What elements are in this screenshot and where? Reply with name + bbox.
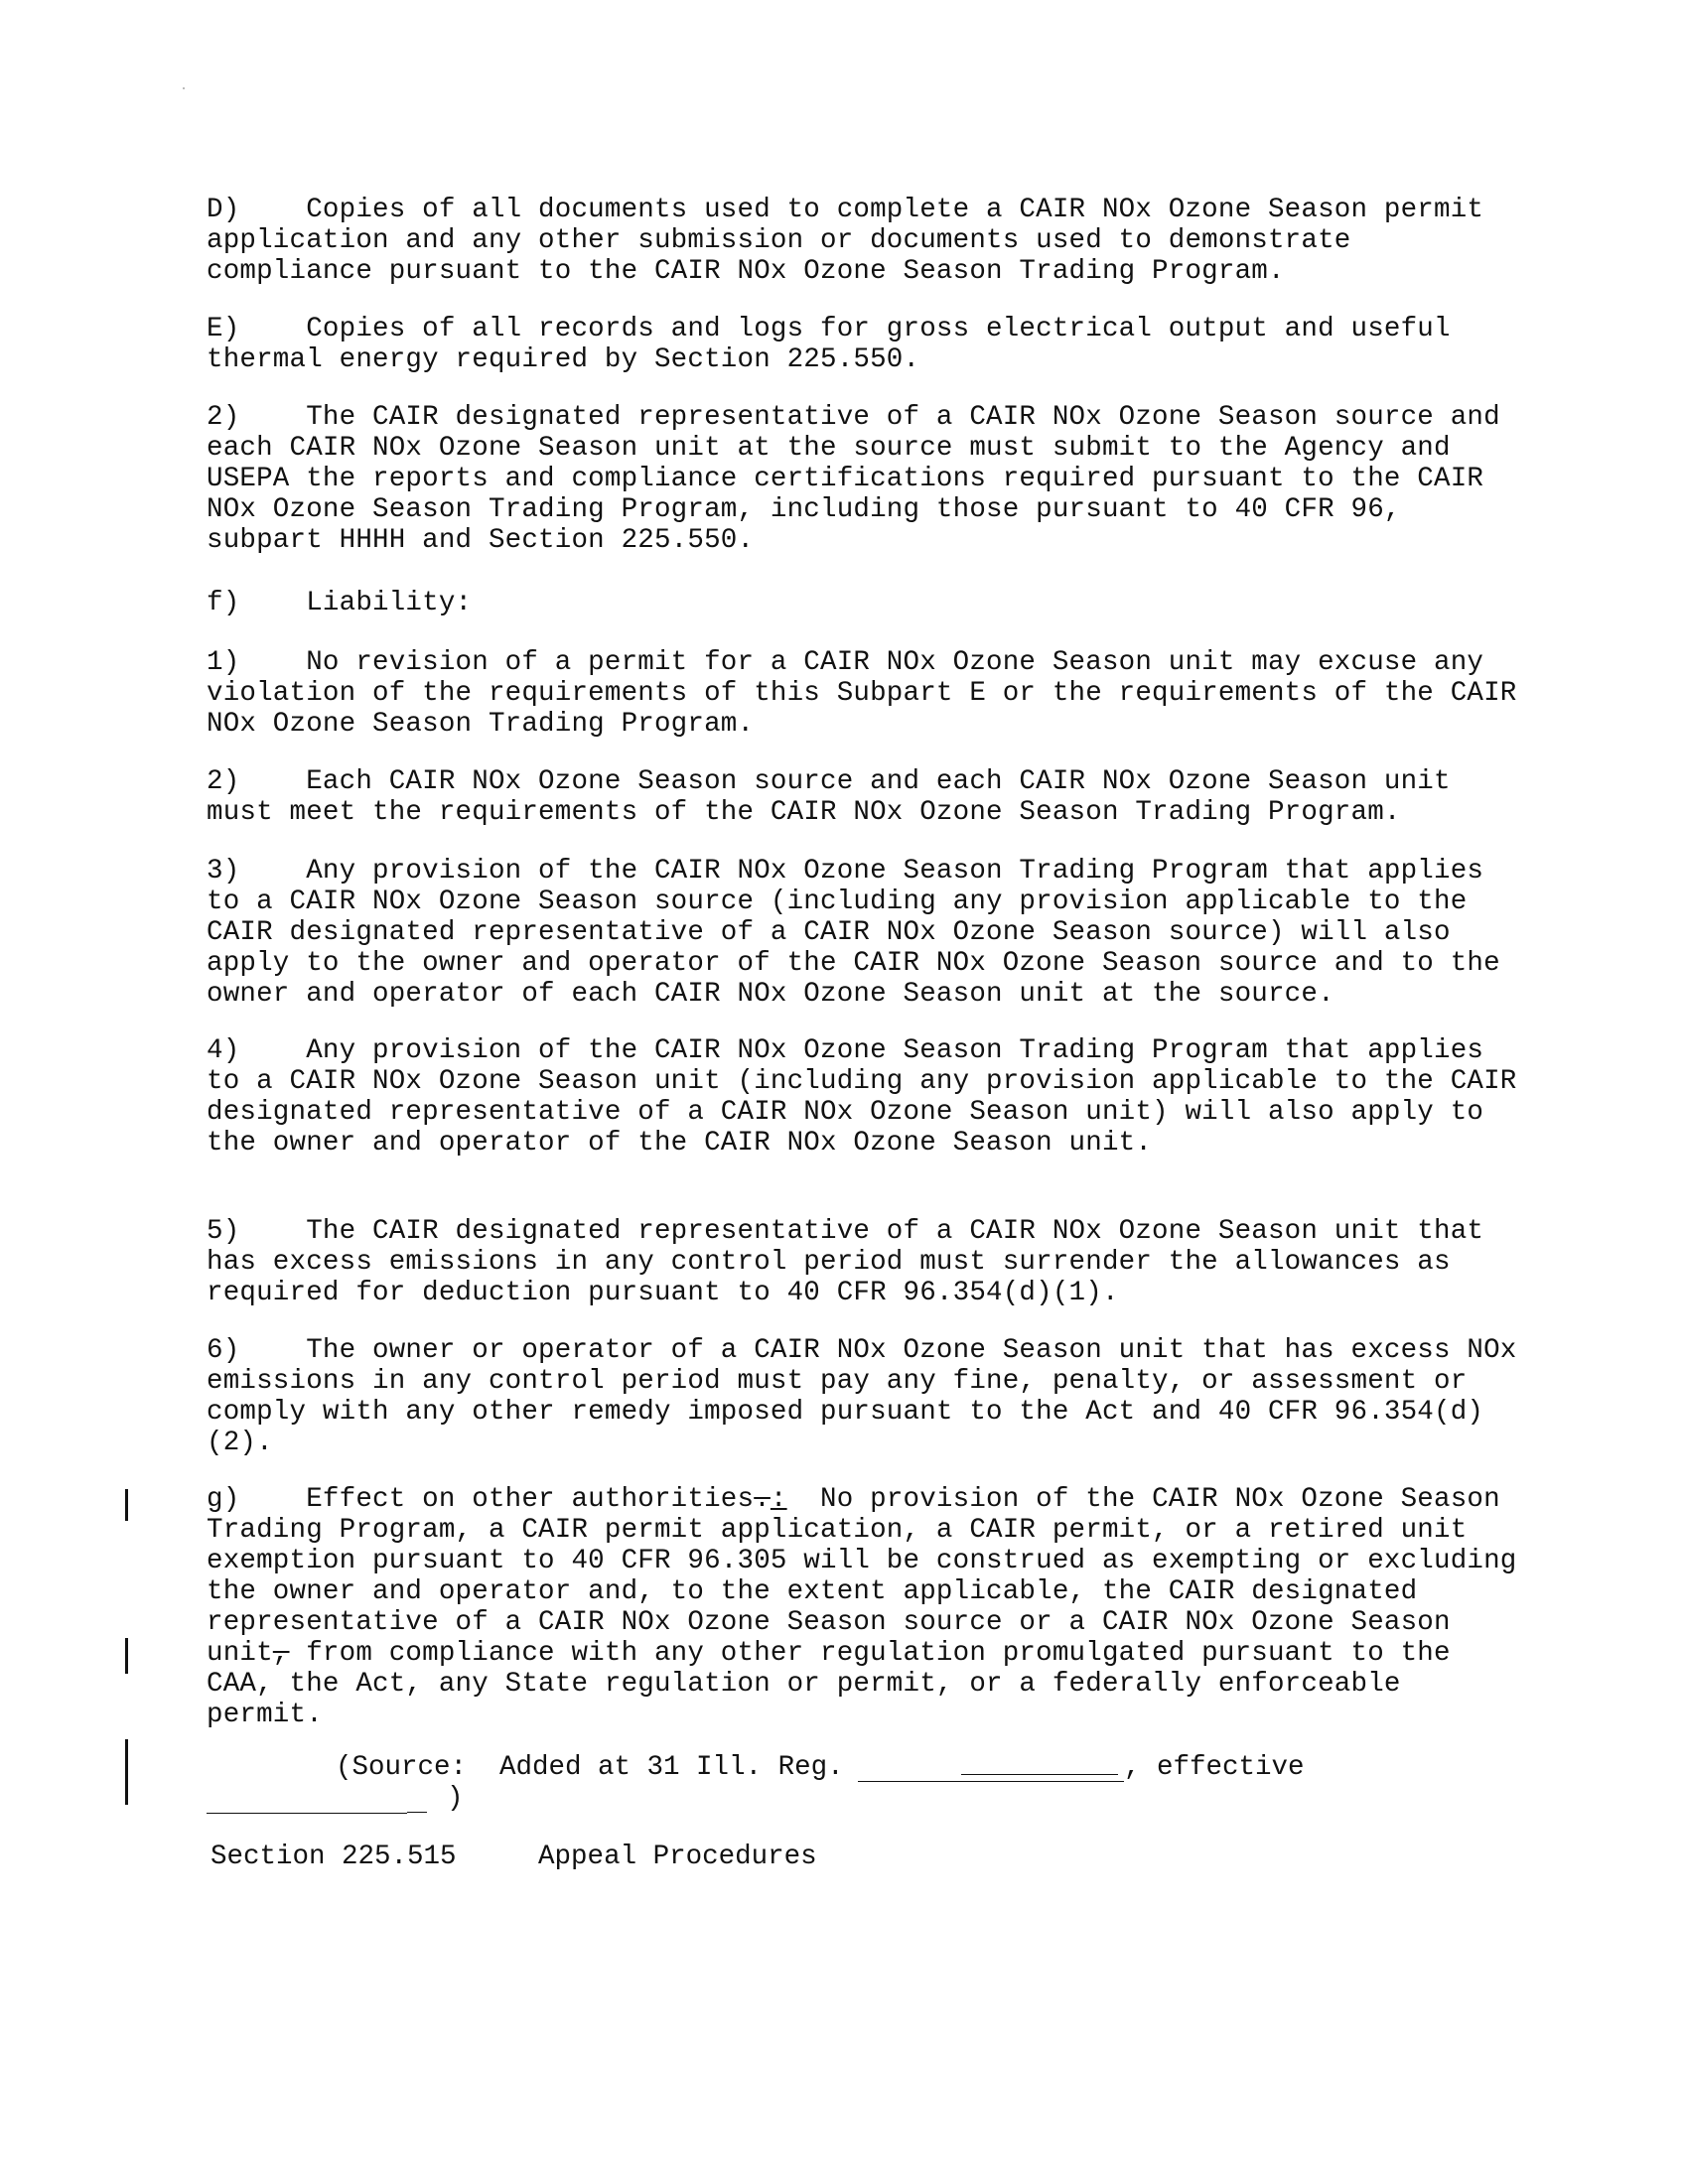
paragraph-f4: 4) Any provision of the CAIR NOx Ozone Season Trading Program that applies to a CAIR NOx Ozone Season unit (including any provision applicable to the CAIR designated representative of a CAIR NOx Ozone Season unit) will also apply to the owner and operator of the CAIR NOx Ozone Season unit.	[207, 1035, 1534, 1159]
paragraph-f5: 5) The CAIR designated representative of a CAIR NOx Ozone Season unit that has excess emissions in any control period must surrender the allowances as required for deduction pursuant to 40 CFR 96.354(d)(1).	[207, 1216, 1500, 1308]
change-bar-source	[125, 1739, 128, 1805]
paragraph-2-reports: 2) The CAIR designated representative of a CAIR NOx Ozone Season source and each CAIR NOx Ozone Season unit at the source must submit to the Agency and USEPA the reports and compliance certifications required pursuant to the CAIR NOx Ozone Season Trading Program, including those pursuant to 40 CFR 96, subpart HHHH and Section 225.550.	[207, 402, 1517, 556]
paragraph-g-body: No provision of the CAIR NOx Ozone Season Trading Program, a CAIR permit application, a CAIR permit, or a retired unit exemption pursuant to 40 CFR 96.305 will be construed as exempting or excluding the owner and operator and, to the extent applicable, the CAIR designated representative of a CAIR NOx Ozone Season source or a CAIR NOx Ozone Season unit	[207, 1484, 1534, 1669]
paragraph-g-deleted-period: .	[754, 1484, 771, 1515]
paragraph-f3: 3) Any provision of the CAIR NOx Ozone Season Trading Program that applies to a CAIR NOx Ozone Season source (including any provision applicable to the CAIR designated representative of a CAIR NOx Ozone Season source) will also apply to the owner and operator of the CAIR NOx Ozone Season source and to the owner and operator of each CAIR NOx Ozone Season unit at the source.	[207, 856, 1517, 1010]
paragraph-g-lead: g) Effect on other authorities	[207, 1484, 755, 1515]
paragraph-d: D) Copies of all documents used to complete a CAIR NOx Ozone Season permit application and any other submission or documents used to demonstrate compliance pursuant to the CAIR NOx Ozone Season Trading Program.	[207, 195, 1500, 287]
paragraph-g-tail: from compliance with any other regulation promulgated pursuant to the CAA, the Act, any State regulation or permit, or a federally enforceable permit.	[207, 1638, 1468, 1730]
paragraph-g-deleted-comma: ,	[272, 1638, 290, 1669]
change-bar-g-mid	[125, 1638, 128, 1674]
source-note-close: )	[447, 1783, 464, 1814]
paragraph-g	[207, 1484, 1534, 1730]
source-note-prefix: (Source: Added at 31 Ill. Reg.	[336, 1752, 844, 1783]
source-note	[207, 1752, 1527, 1814]
source-note-effective: , effective	[1124, 1752, 1305, 1783]
source-note-date-blank-end	[407, 1812, 427, 1813]
section-heading: Section 225.515 Appeal Procedures	[210, 1842, 817, 1872]
source-note-register-blank-overline	[961, 1774, 1118, 1775]
source-note-register-blank	[858, 1781, 1124, 1782]
paragraph-f6: 6) The owner or operator of a CAIR NOx Ozone Season unit that has excess NOx emissions in any control period must pay any fine, penalty, or assessment or comply with any other remedy imposed pursuant to the Act and 40 CFR 96.354(d)(2).	[207, 1335, 1534, 1458]
change-bar-g-top	[125, 1489, 128, 1521]
paragraph-g-inserted-colon: :	[770, 1484, 787, 1515]
paragraph-f-liability-heading: f) Liability:	[207, 588, 473, 618]
scan-speck	[183, 87, 185, 89]
source-note-date-blank	[207, 1813, 407, 1814]
paragraph-f2: 2) Each CAIR NOx Ozone Season source and each CAIR NOx Ozone Season unit must meet the requirements of the CAIR NOx Ozone Season Trading Program.	[207, 766, 1468, 828]
paragraph-e: E) Copies of all records and logs for gross electrical output and useful thermal energy required by Section 225.550.	[207, 314, 1468, 375]
paragraph-f1: 1) No revision of a permit for a CAIR NOx Ozone Season unit may excuse any violation of the requirements of this Subpart E or the requirements of the CAIR NOx Ozone Season Trading Program.	[207, 647, 1534, 740]
